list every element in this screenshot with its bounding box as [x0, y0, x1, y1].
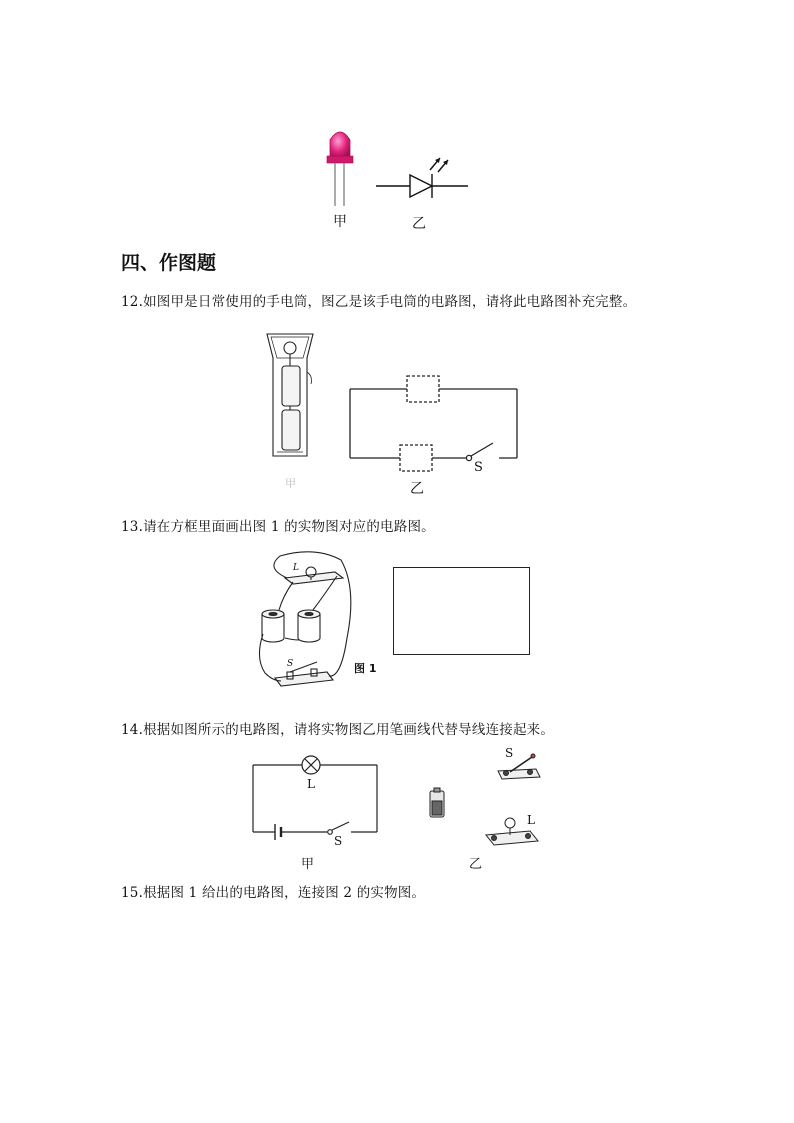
q12-switch-label: S [474, 460, 483, 475]
circuit-diagram [350, 376, 517, 471]
led-label-b: 乙 [412, 216, 426, 232]
q12-label-a: 甲 [285, 477, 296, 490]
q14-label-b: 乙 [469, 857, 483, 872]
schematic-drawing [245, 752, 385, 842]
schematic-figure [245, 752, 385, 842]
q14-lamp-label: L [307, 777, 315, 791]
q13-switch-label: S [287, 659, 294, 669]
q14-obj-switch-label: S [505, 746, 514, 760]
battery-icon-2 [298, 610, 320, 642]
led-label-a: 甲 [333, 214, 347, 230]
section-title: 四、作图题 [121, 252, 217, 274]
q13-caption: 图 1 [354, 662, 377, 675]
led-component-icon [327, 132, 353, 206]
physical-circuit-figure [245, 548, 365, 698]
flashlight-icon [267, 334, 313, 456]
switch-icon [275, 672, 333, 686]
question-13-text: 13.请在方框里面画出图 1 的实物图对应的电路图。 [121, 519, 435, 535]
battery-icon [262, 610, 284, 642]
physical-parts-drawing [420, 745, 550, 850]
q12-label-b: 乙 [410, 481, 424, 497]
question-12-text: 12.如图甲是日常使用的手电筒，图乙是该手电筒的电路图，请将此电路图补充完整。 [121, 294, 637, 310]
answer-box[interactable] [393, 567, 530, 655]
q13-lamp-label: L [293, 563, 299, 573]
q14-label-a: 甲 [301, 857, 315, 872]
physical-circuit-drawing [245, 548, 365, 698]
flashlight-figure [255, 328, 525, 488]
flashlight-drawing [255, 328, 525, 488]
battery-icon-q14 [430, 788, 444, 817]
q14-switch-label: S [334, 834, 343, 848]
question-14-text: 14.根据如图所示的电路图，请将实物图乙用笔画线代替导线连接起来。 [121, 722, 555, 738]
lamp-holder-icon [285, 572, 343, 584]
question-15-text: 15.根据图 1 给出的电路图，连接图 2 的实物图。 [121, 885, 426, 901]
q14-obj-lamp-label: L [527, 813, 535, 827]
physical-parts-figure [420, 745, 550, 850]
led-symbol-icon [376, 158, 468, 198]
battery-symbol-icon [275, 824, 281, 840]
